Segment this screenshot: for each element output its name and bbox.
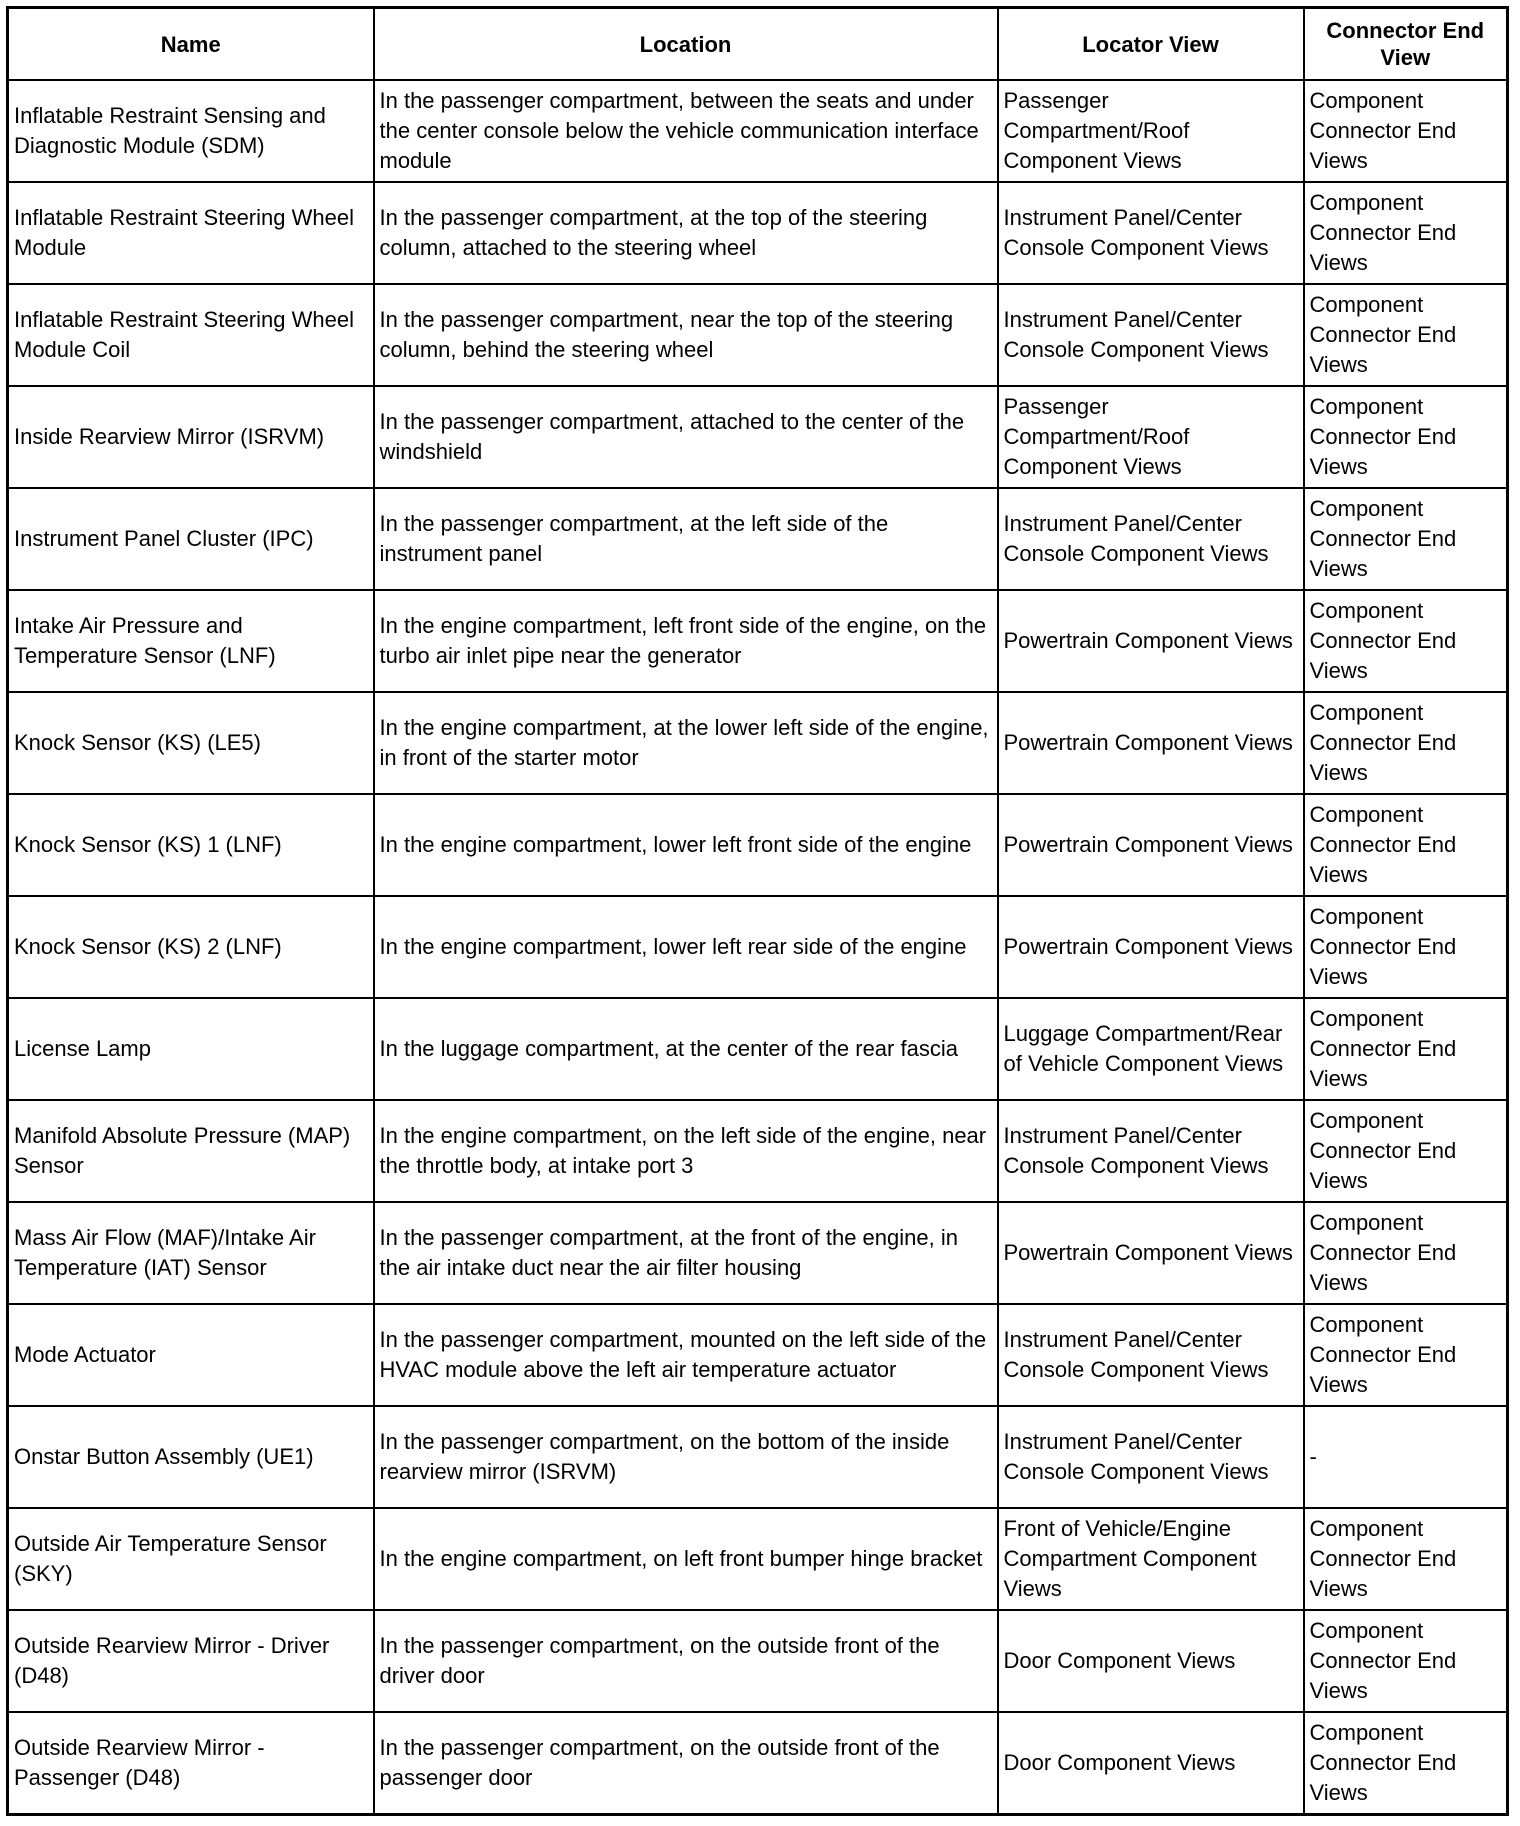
table-row — [8, 1304, 1508, 1406]
connector-end-view-cell: Component Connector End Views — [1304, 1610, 1508, 1712]
location-cell: In the engine compartment, left front side of the engine, on the turbo air inlet pipe near the generator — [374, 590, 998, 692]
locator-view-cell: Instrument Panel/Center Console Component Views — [998, 1406, 1304, 1508]
location-cell: In the engine compartment, on the left side of the engine, near the throttle body, at intake port 3 — [374, 1100, 998, 1202]
connector-end-view-cell: Component Connector End Views — [1304, 692, 1508, 794]
table-row — [8, 1610, 1508, 1712]
locator-view-cell: Door Component Views — [998, 1610, 1304, 1712]
table-row — [8, 794, 1508, 896]
location-cell: In the passenger compartment, attached to the center of the windshield — [374, 386, 998, 488]
table-row — [8, 692, 1508, 794]
name-cell: Instrument Panel Cluster (IPC) — [8, 488, 374, 590]
header-name: Name — [8, 8, 374, 81]
connector-end-view-cell: Component Connector End Views — [1304, 488, 1508, 590]
location-cell: In the engine compartment, on left front bumper hinge bracket — [374, 1508, 998, 1610]
locator-view-cell: Powertrain Component Views — [998, 1202, 1304, 1304]
table-row — [8, 488, 1508, 590]
connector-end-view-cell: Component Connector End Views — [1304, 182, 1508, 284]
connector-end-view-cell: Component Connector End Views — [1304, 1202, 1508, 1304]
location-cell: In the engine compartment, lower left rear side of the engine — [374, 896, 998, 998]
locator-view-cell: Powertrain Component Views — [998, 590, 1304, 692]
connector-end-view-cell: Component Connector End Views — [1304, 1712, 1508, 1815]
table-row — [8, 182, 1508, 284]
location-cell: In the passenger compartment, mounted on the left side of the HVAC module above the left air temperature actuator — [374, 1304, 998, 1406]
connector-end-view-cell: Component Connector End Views — [1304, 386, 1508, 488]
name-cell: Knock Sensor (KS) 2 (LNF) — [8, 896, 374, 998]
table-row — [8, 1100, 1508, 1202]
locator-view-cell: Luggage Compartment/Rear of Vehicle Component Views — [998, 998, 1304, 1100]
name-cell: Outside Rearview Mirror - Passenger (D48) — [8, 1712, 374, 1815]
locator-view-cell: Door Component Views — [998, 1712, 1304, 1815]
connector-end-view-cell: Component Connector End Views — [1304, 896, 1508, 998]
name-cell: Onstar Button Assembly (UE1) — [8, 1406, 374, 1508]
locator-view-cell: Instrument Panel/Center Console Component Views — [998, 1100, 1304, 1202]
table-row — [8, 1712, 1508, 1815]
connector-end-view-cell: Component Connector End Views — [1304, 80, 1508, 182]
name-cell: Inflatable Restraint Sensing and Diagnostic Module (SDM) — [8, 80, 374, 182]
location-cell: In the engine compartment, at the lower left side of the engine, in front of the starter motor — [374, 692, 998, 794]
connector-end-view-cell: - — [1304, 1406, 1508, 1508]
name-cell: Inflatable Restraint Steering Wheel Module Coil — [8, 284, 374, 386]
location-cell: In the passenger compartment, at the left side of the instrument panel — [374, 488, 998, 590]
header-row — [8, 8, 1508, 81]
connector-end-view-cell: Component Connector End Views — [1304, 998, 1508, 1100]
header-connector-end-view: Connector End View — [1304, 8, 1508, 81]
locator-view-cell: Powertrain Component Views — [998, 794, 1304, 896]
locator-view-cell: Powertrain Component Views — [998, 692, 1304, 794]
table-row — [8, 80, 1508, 182]
connector-end-view-cell: Component Connector End Views — [1304, 1304, 1508, 1406]
location-cell: In the passenger compartment, on the bottom of the inside rearview mirror (ISRVM) — [374, 1406, 998, 1508]
table-row — [8, 1508, 1508, 1610]
connector-end-view-cell: Component Connector End Views — [1304, 590, 1508, 692]
name-cell: Inside Rearview Mirror (ISRVM) — [8, 386, 374, 488]
connector-end-view-cell: Component Connector End Views — [1304, 1508, 1508, 1610]
locator-view-cell: Instrument Panel/Center Console Component Views — [998, 182, 1304, 284]
table-row — [8, 284, 1508, 386]
location-cell: In the passenger compartment, near the top of the steering column, behind the steering wheel — [374, 284, 998, 386]
table-row — [8, 896, 1508, 998]
locator-view-cell: Passenger Compartment/Roof Component Views — [998, 386, 1304, 488]
name-cell: Outside Air Temperature Sensor (SKY) — [8, 1508, 374, 1610]
connector-end-view-cell: Component Connector End Views — [1304, 284, 1508, 386]
locator-view-cell: Instrument Panel/Center Console Component Views — [998, 284, 1304, 386]
location-cell: In the engine compartment, lower left front side of the engine — [374, 794, 998, 896]
header-locator-view: Locator View — [998, 8, 1304, 81]
connector-end-view-cell: Component Connector End Views — [1304, 794, 1508, 896]
connector-end-view-cell: Component Connector End Views — [1304, 1100, 1508, 1202]
table-row — [8, 998, 1508, 1100]
table-row — [8, 1406, 1508, 1508]
table-row — [8, 1202, 1508, 1304]
component-locator-table — [6, 6, 1509, 1816]
table-row — [8, 590, 1508, 692]
name-cell: Mass Air Flow (MAF)/Intake Air Temperature (IAT) Sensor — [8, 1202, 374, 1304]
name-cell: Mode Actuator — [8, 1304, 374, 1406]
name-cell: Outside Rearview Mirror - Driver (D48) — [8, 1610, 374, 1712]
name-cell: Inflatable Restraint Steering Wheel Module — [8, 182, 374, 284]
name-cell: License Lamp — [8, 998, 374, 1100]
location-cell: In the luggage compartment, at the center of the rear fascia — [374, 998, 998, 1100]
name-cell: Knock Sensor (KS) 1 (LNF) — [8, 794, 374, 896]
table-row — [8, 386, 1508, 488]
locator-view-cell: Instrument Panel/Center Console Component Views — [998, 488, 1304, 590]
location-cell: In the passenger compartment, at the top of the steering column, attached to the steering wheel — [374, 182, 998, 284]
locator-view-cell: Instrument Panel/Center Console Component Views — [998, 1304, 1304, 1406]
name-cell: Manifold Absolute Pressure (MAP) Sensor — [8, 1100, 374, 1202]
name-cell: Intake Air Pressure and Temperature Sensor (LNF) — [8, 590, 374, 692]
locator-view-cell: Powertrain Component Views — [998, 896, 1304, 998]
header-location: Location — [374, 8, 998, 81]
name-cell: Knock Sensor (KS) (LE5) — [8, 692, 374, 794]
location-cell: In the passenger compartment, at the front of the engine, in the air intake duct near the air filter housing — [374, 1202, 998, 1304]
location-cell: In the passenger compartment, on the outside front of the driver door — [374, 1610, 998, 1712]
locator-view-cell: Passenger Compartment/Roof Component Views — [998, 80, 1304, 182]
locator-view-cell: Front of Vehicle/Engine Compartment Component Views — [998, 1508, 1304, 1610]
location-cell: In the passenger compartment, on the outside front of the passenger door — [374, 1712, 998, 1815]
location-cell: In the passenger compartment, between the seats and under the center console below the vehicle communication interface module — [374, 80, 998, 182]
